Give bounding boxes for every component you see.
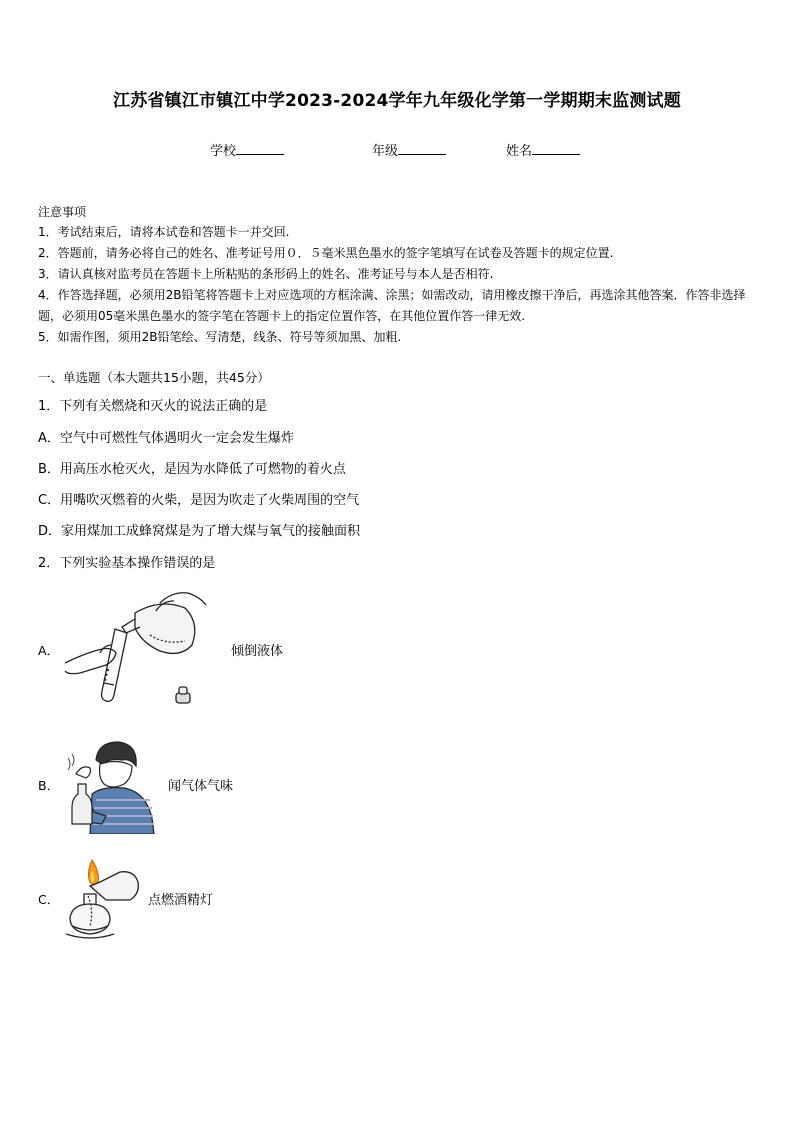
- alcohol-lamp-illustration: [60, 856, 142, 942]
- pour-liquid-illustration: [60, 583, 210, 713]
- page-title: 江苏省镇江市镇江中学2023-2024学年九年级化学第一学期期末监测试题: [113, 91, 681, 111]
- section-title: 一、单选题（本大题共15小题，共45分）: [38, 370, 270, 385]
- question-2-option-c-caption: 点燃酒精灯: [148, 893, 214, 908]
- name-label: 姓名: [506, 144, 533, 159]
- question-2-option-a-letter: A．: [38, 643, 60, 658]
- note-item: 3．请认真核对监考员在答题卡上所粘贴的条形码上的姓名、准考证号与本人是否相符.: [38, 267, 494, 281]
- question-1-stem: 1．下列有关燃烧和灭火的说法正确的是: [38, 399, 268, 414]
- note-item: 1．考试结束后，请将本试卷和答题卡一并交回.: [38, 225, 290, 239]
- notes-heading: 注意事项: [38, 205, 87, 219]
- question-1-option-b: B．用高压水枪灭火，是因为水降低了可燃物的着火点: [38, 462, 346, 477]
- question-1-option-c: C．用嘴吹灭燃着的火柴，是因为吹走了火柴周围的空气: [38, 493, 360, 508]
- question-1-option-a: A．空气中可燃性气体遇明火一定会发生爆炸: [38, 431, 294, 446]
- question-2-stem: 2．下列实验基本操作错误的是: [38, 556, 216, 571]
- name-blank: [532, 141, 580, 155]
- question-2-option-c-letter: C．: [38, 892, 60, 907]
- grade-field[interactable]: [372, 140, 446, 159]
- question-2-option-b-caption: 闻气体气味: [168, 779, 234, 794]
- student-info-row: [0, 140, 794, 160]
- note-item: 4．作答选择题，必须用2B铅笔将答题卡上对应选项的方框涂满、涂黑；如需改动，请用橡皮擦干净后，再选涂其他答案．作答非选择题，必须用05毫米黑色墨水的签字笔在答题卡上的指定位置作答，在其他位置作答一律无效.: [38, 288, 746, 323]
- smell-gas-illustration: [62, 738, 158, 834]
- question-1-option-d: D．家用煤加工成蜂窝煤是为了增大煤与氧气的接触面积: [38, 524, 361, 539]
- school-label: 学校: [210, 144, 237, 159]
- name-field[interactable]: [506, 140, 580, 159]
- grade-label: 年级: [372, 144, 399, 159]
- question-2-option-a-caption: 倾倒液体: [231, 644, 284, 659]
- notes-list: [38, 222, 760, 348]
- school-blank: [236, 141, 284, 155]
- note-item: 5．如需作图，须用2B铅笔绘、写清楚，线条、符号等须加黑、加粗.: [38, 330, 402, 344]
- school-field[interactable]: [210, 140, 284, 159]
- grade-blank: [398, 141, 446, 155]
- question-2-option-b-letter: B．: [38, 778, 60, 793]
- note-item: 2．答题前，请务必将自己的姓名、准考证号用０．５毫米黑色墨水的签字笔填写在试卷及答题卡的规定位置.: [38, 246, 614, 260]
